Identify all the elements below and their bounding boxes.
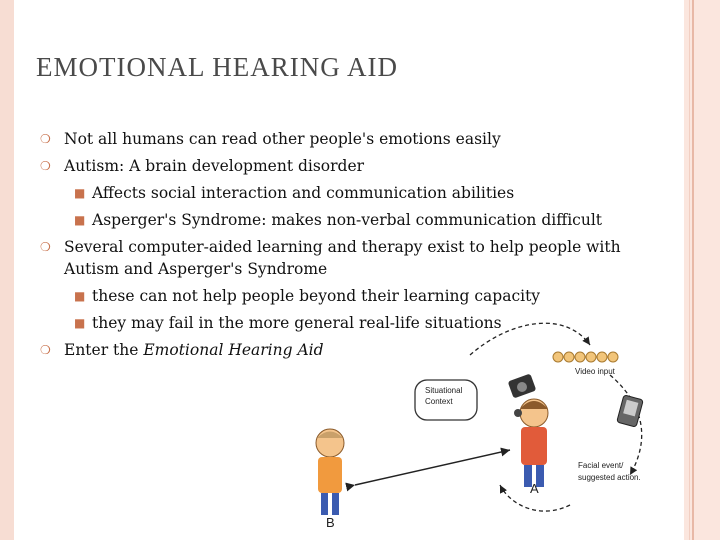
bullet-text: Autism: A brain development disorder xyxy=(64,157,365,175)
bullet-text: Asperger's Syndrome: makes non-verbal communication difficult xyxy=(92,211,603,229)
situational-text: Situational xyxy=(425,386,463,395)
person-b-label: B xyxy=(326,515,335,530)
bullet-text: Affects social interaction and communication abilities xyxy=(92,184,515,202)
facial-event-label xyxy=(578,460,641,484)
sub-bullet-icon: ■ xyxy=(74,289,86,303)
bullet-item xyxy=(40,128,680,150)
bullet-icon: ❍ xyxy=(40,132,51,146)
context-text: Context xyxy=(425,397,453,406)
bullet-text: these can not help people beyond their learning capacity xyxy=(92,287,541,305)
context-label xyxy=(425,385,462,407)
slide-frame-left xyxy=(0,0,14,540)
dashed-arrow xyxy=(470,323,590,355)
sub-bullet-item xyxy=(40,182,680,204)
person-b-figure xyxy=(316,429,344,515)
facial-event-text: Facial event/ xyxy=(578,461,624,470)
bullet-icon: ❍ xyxy=(40,240,51,254)
handheld-device-icon xyxy=(617,395,644,427)
camera-icon xyxy=(508,373,537,398)
bullet-item xyxy=(40,236,680,280)
bullet-emphasis: Emotional Hearing Aid xyxy=(143,341,324,359)
sub-bullet-icon: ■ xyxy=(74,213,86,227)
video-input-label: Video input xyxy=(575,367,615,376)
bullet-icon: ❍ xyxy=(40,343,51,357)
bullet-text: they may fail in the more general real-life situations xyxy=(92,314,502,332)
person-a-label: A xyxy=(530,481,539,496)
sub-bullet-item xyxy=(40,209,680,231)
suggested-action-text: suggested action. xyxy=(578,473,641,482)
slide-title: EMOTIONAL HEARING AID xyxy=(36,52,398,82)
bullet-item xyxy=(40,155,680,177)
illustration-svg xyxy=(310,315,690,537)
emotional-hearing-aid-illustration xyxy=(310,315,690,537)
bullet-icon: ❍ xyxy=(40,159,51,173)
sub-bullet-item xyxy=(40,285,680,307)
face-strip-icon xyxy=(553,352,618,362)
bullet-text: Enter the xyxy=(64,341,144,359)
sub-bullet-icon: ■ xyxy=(74,316,86,330)
slide-frame-line xyxy=(692,0,694,540)
sub-bullet-icon: ■ xyxy=(74,186,86,200)
interaction-arrow xyxy=(355,450,510,485)
bullet-text: Several computer-aided learning and therapy exist to help people with Autism and Asperger's Syndrome xyxy=(64,238,621,278)
person-a-figure xyxy=(514,399,548,487)
bullet-text: Not all humans can read other people's emotions easily xyxy=(64,130,501,148)
